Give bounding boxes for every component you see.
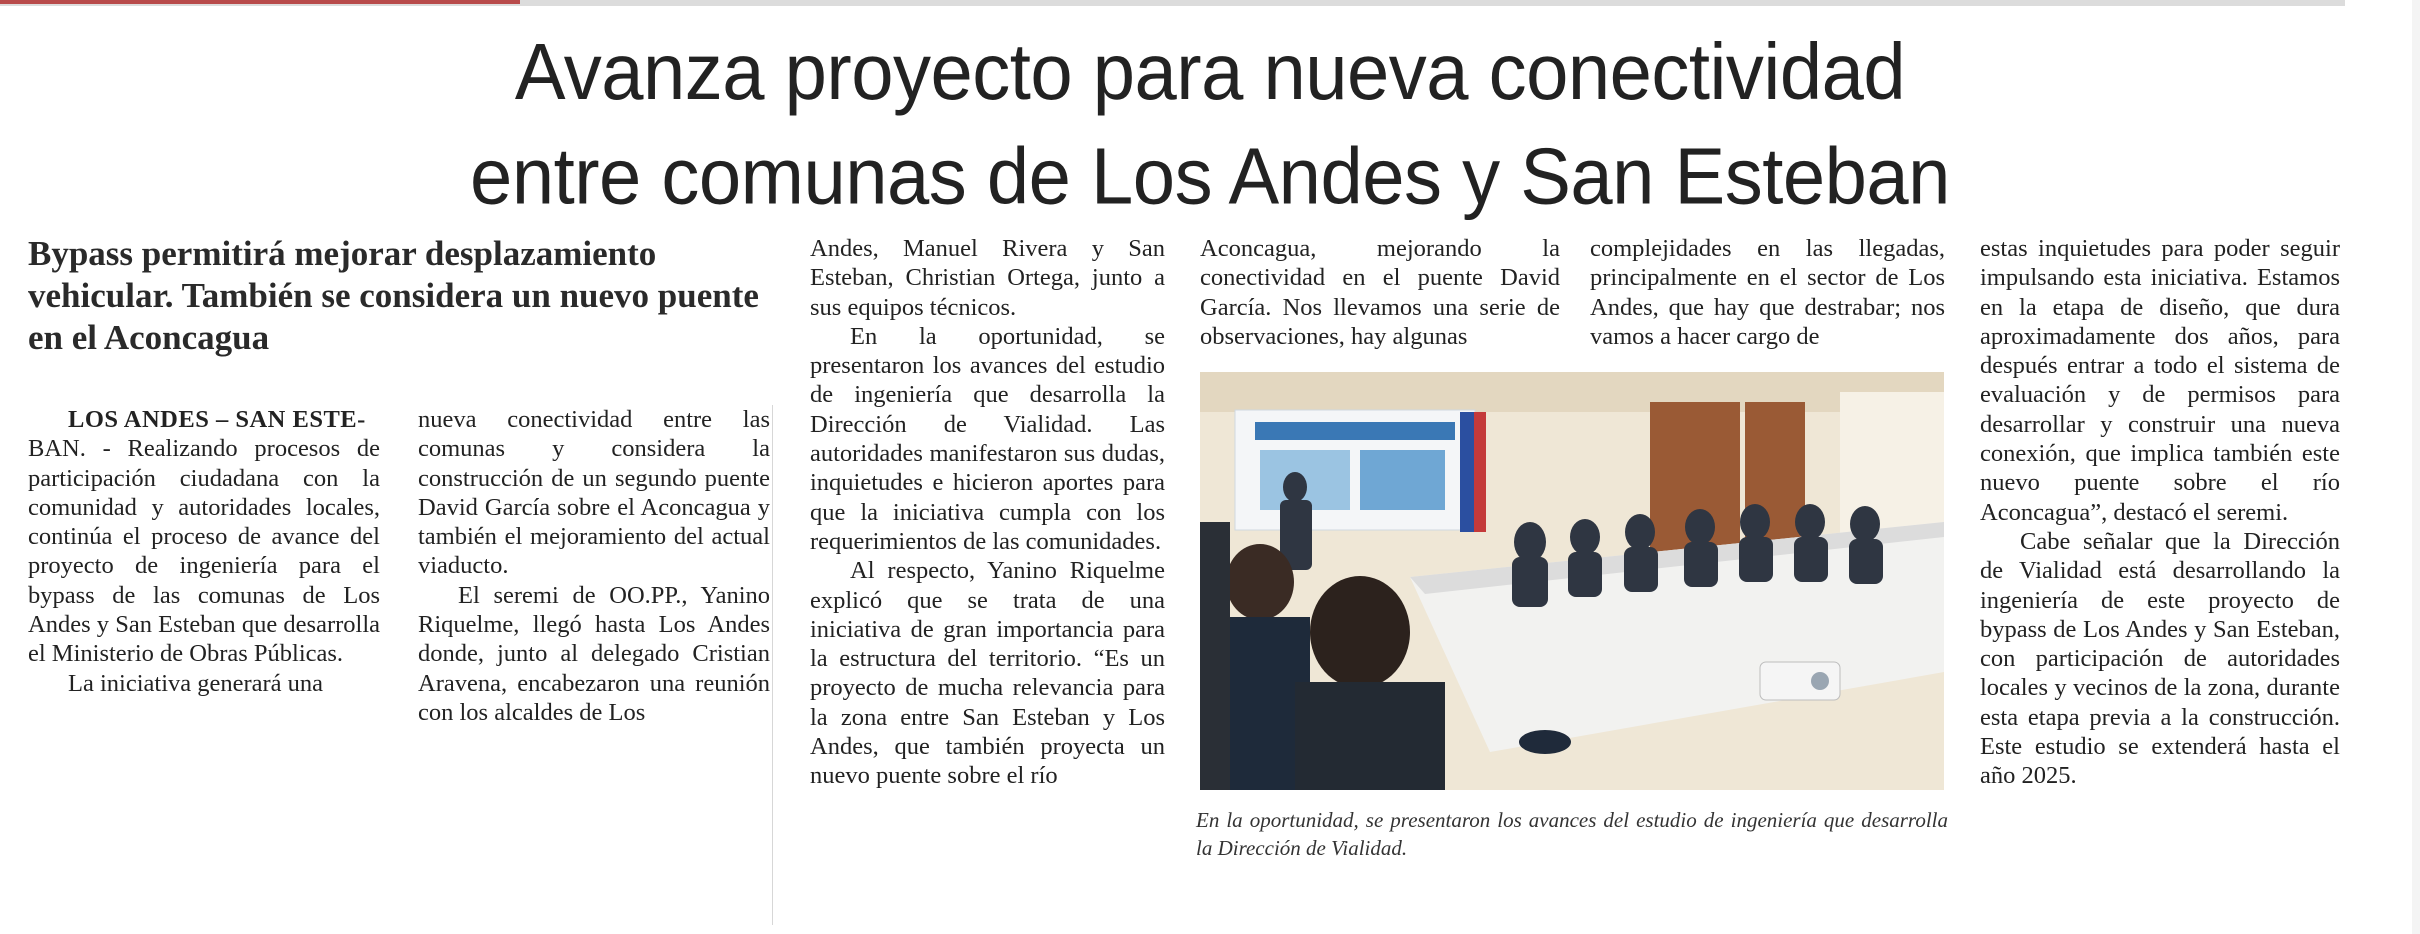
column-1 <box>28 405 380 698</box>
column-6 <box>1980 234 2340 791</box>
page-top-accent <box>0 0 520 4</box>
meeting-photo <box>1200 372 1944 790</box>
col3-paragraph-2: En la oportunidad, se presentaron los avances del estudio de ingeniería que desarrolla la Dirección de Vialidad. Las autoridades manifestaron sus dudas, inquietudes e hicieron aportes para que la iniciativa cumpla con los requerimientos de las comunidades. <box>810 322 1165 555</box>
headline <box>0 20 2420 230</box>
headline-line-2: entre comunas de Los Andes y San Esteban <box>470 132 1950 222</box>
column-5 <box>1590 234 1945 351</box>
col2-paragraph-2: El seremi de OO.PP., Yanino Riquelme, llegó hasta Los Andes donde, junto al delegado Cristian Aravena, encabezaron una reunión con los alcaldes de Los <box>418 581 770 726</box>
column-3 <box>810 234 1165 791</box>
photo-caption: En la oportunidad, se presentaron los avances del estudio de ingeniería que desarrolla la Dirección de Vialidad. <box>1196 808 1948 860</box>
col5-paragraph: complejidades en las llegadas, principalmente en el sector de Los Andes, que hay que destrabar; nos vamos a hacer cargo de <box>1590 235 1945 350</box>
subheadline: Bypass permitirá mejorar desplazamiento vehicular. También se considera un nuevo puente en el Aconcagua <box>28 234 759 357</box>
col6-paragraph-2: Cabe señalar que la Dirección de Vialidad está desarrollando la ingeniería de este proyecto de bypass de Los Andes y San Esteban, con participación de autoridades locales y vecinos de la zona, durante esta etapa previa a la construcción. Este estudio se extenderá hasta el año 2025. <box>1980 527 2340 790</box>
col6-paragraph-1: estas inquietudes para poder seguir impulsando esta iniciativa. Estamos en la etapa de diseño, que dura aproximadamente dos años, para después entrar a todo el sistema de evaluación y de permisos para desarrollar y construir una nueva conexión, que implica también este nuevo puente sobre el río Aconcagua”, destacó el seremi. <box>1980 235 2340 526</box>
headline-line-1: Avanza proyecto para nueva conectividad <box>514 27 1906 117</box>
col1-paragraph-2: La iniciativa generará una <box>68 669 324 697</box>
col1-paragraph-1: BAN. - Realizando procesos de participación ciudadana con la comunidad y autoridades locales, continúa el proceso de avance del proyecto de ingeniería para el bypass de las comunas de Los Andes y San Esteban que desarrolla el Ministerio de Obras Públicas. <box>28 435 380 668</box>
col3-paragraph-3: Al respecto, Yanino Riquelme explicó que se trata de una iniciativa de gran importancia para la estructura del territorio. “Es un proyecto de mucha relevancia para la zona entre San Esteban y Los Andes, que también proyecta un nuevo puente sobre el río <box>810 557 1165 790</box>
col4-paragraph: Aconcagua, mejorando la conectividad en el puente David García. Nos llevamos una serie de observaciones, hay algunas <box>1200 235 1560 350</box>
column-2 <box>418 405 770 727</box>
dateline: LOS ANDES – SAN ESTE- <box>68 406 366 433</box>
col3-paragraph-1: Andes, Manuel Rivera y San Esteban, Christian Ortega, junto a sus equipos técnicos. <box>810 235 1165 321</box>
column-rule <box>772 405 773 925</box>
column-4 <box>1200 234 1560 351</box>
col2-paragraph-1: nueva conectividad entre las comunas y considera la construcción de un segundo puente David García sobre el Aconcagua y también el mejoramiento del actual viaducto. <box>418 406 770 580</box>
